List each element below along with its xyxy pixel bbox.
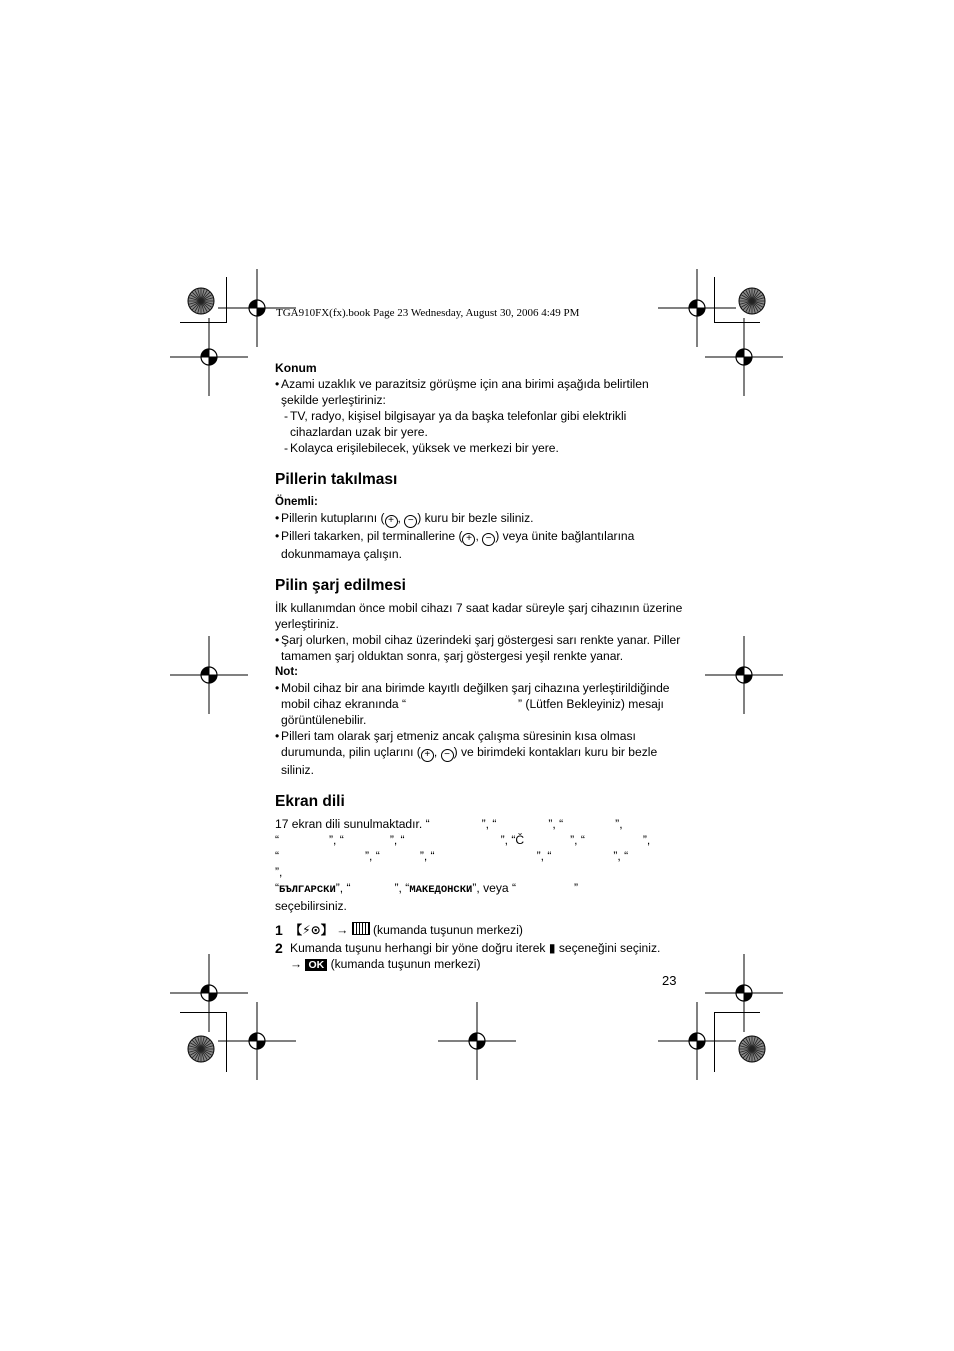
bullet-text: Pilleri tam olarak şarj etmeniz ancak çalışma süresinin kısa olması durumunda, pilin uçlarını ( [281,729,636,759]
konum-bullet: • Azami uzaklık ve parazitsiz görüşme için ana birimi aşağıda belirtilen şekilde yerleştiriniz: [275,376,685,408]
crosshair-target-icon [704,635,784,715]
step-1 [275,922,685,938]
color-registration-star-icon [186,286,216,316]
veya-text: , veya “ [476,881,517,895]
konum-title: Konum [275,361,317,375]
c-caron-glyph: Č [515,833,525,847]
ok-key-icon: OK [305,959,327,971]
arrow-icon: → [290,957,303,971]
pillerin-bullet [275,510,685,528]
onemli-label: Önemli: [275,496,318,508]
crosshair-target-icon [169,317,249,397]
arrow-icon: → [336,923,349,937]
menu-key-icon: 【⚡⊙】 [290,923,333,937]
bullet-text: ) veya ünite bağlantılarına dokunmamaya çalışın. [281,529,635,561]
language-intro: 17 ekran dili sunulmaktadır. “ [275,817,430,831]
minus-terminal-icon: − [404,515,417,528]
settings-handset-icon: ▮ [548,941,556,955]
crosshair-target-icon [657,1001,737,1081]
language-bulgarian: БЪЛГАРСКИ [279,884,336,896]
step-number: 1 [275,922,283,938]
comma: , [433,745,441,759]
secebilir-text: seçebilirsiniz. [275,899,347,913]
bullet-text: Pilleri takarken, pil terminallerine ( [281,529,463,543]
step-text: Kumanda tuşunu herhangi bir yöne doğru iterek [290,941,549,955]
plus-terminal-icon: + [421,749,434,762]
plus-terminal-icon: + [385,515,398,528]
crosshair-target-icon [169,635,249,715]
crosshair-target-icon [437,1001,517,1081]
print-header: TGA910FX(fx).book Page 23 Wednesday, August 30, 2006 4:49 PM [276,307,580,319]
step-2 [275,940,685,956]
minus-terminal-icon: − [441,749,454,762]
page-number: 23 [662,973,677,988]
bullet-text: ” (Lütfen Bekleyiniz) mesajı görüntülenebilir. [281,697,664,727]
page-content [275,360,685,972]
step-2-continuation [275,956,685,972]
not-bullet [275,728,685,778]
language-list: 17 ekran dili sunulmaktadır. “ ”, “ ”, “ ”, “ ”, “ ”, “ ”, “Č ”, “ ”, “ ”, “ ”, “ ”, “ ”, “”, “БЪЛГАРСКИ”, “ ”, “МАКЕДОНСКИ”, veya “ ” seçebilirsiniz. [275,816,685,914]
color-registration-star-icon [737,286,767,316]
minus-terminal-icon: − [482,533,495,546]
step-number: 2 [275,940,283,956]
color-registration-star-icon [737,1034,767,1064]
bullet-text: ) ve birimdeki kontakları kuru bir bezle siliniz. [281,745,658,777]
step-text: seçeneğini seçiniz. [555,941,661,955]
konum-sub-item: - TV, radyo, kişisel bilgisayar ya da başka telefonlar gibi elektrikli cihazlardan uzak bir yere. [275,408,685,440]
sarj-intro: İlk kullanımdan önce mobil cihazı 7 saat kadar süreyle şarj cihazının üzerine yerleştiriniz. [275,601,683,631]
section-title-sarj: Pilin şarj edilmesi [275,577,406,594]
not-label: Not: [275,666,298,678]
bullet-text: ) kuru bir bezle siliniz. [417,511,534,525]
konum-sub-item: - Kolayca erişilebilecek, yüksek ve merkezi bir yere. [275,440,685,456]
crosshair-target-icon [704,317,784,397]
sarj-bullet: • Şarj olurken, mobil cihaz üzerindeki şarj göstergesi sarı renkte yanar. Piller tamamen şarj olduktan sonra, şarj göstergesi yeşil renkte yanar. [275,632,685,664]
crosshair-target-icon [217,1001,297,1081]
step-text: (kumanda tuşunun merkezi) [369,923,523,937]
section-title-ekran: Ekran dili [275,793,345,810]
color-registration-star-icon [186,1034,216,1064]
comma: , [397,511,405,525]
step-text: (kumanda tuşunun merkezi) [327,957,481,971]
section-title-pillerin: Pillerin takılması [275,471,398,488]
language-macedonian: МАКЕДОНСКИ [409,884,473,896]
menu-grid-icon [352,922,370,935]
plus-terminal-icon: + [462,533,475,546]
pillerin-bullet [275,528,685,562]
bullet-text: Pillerin kutuplarını ( [281,511,385,525]
not-bullet [275,680,685,728]
comma: , [475,529,483,543]
bullet-text: Mobil cihaz bir ana birimde kayıtlı değilken şarj cihazına yerleştirildiğinde mobil cihaz ekranında “ [281,681,670,711]
